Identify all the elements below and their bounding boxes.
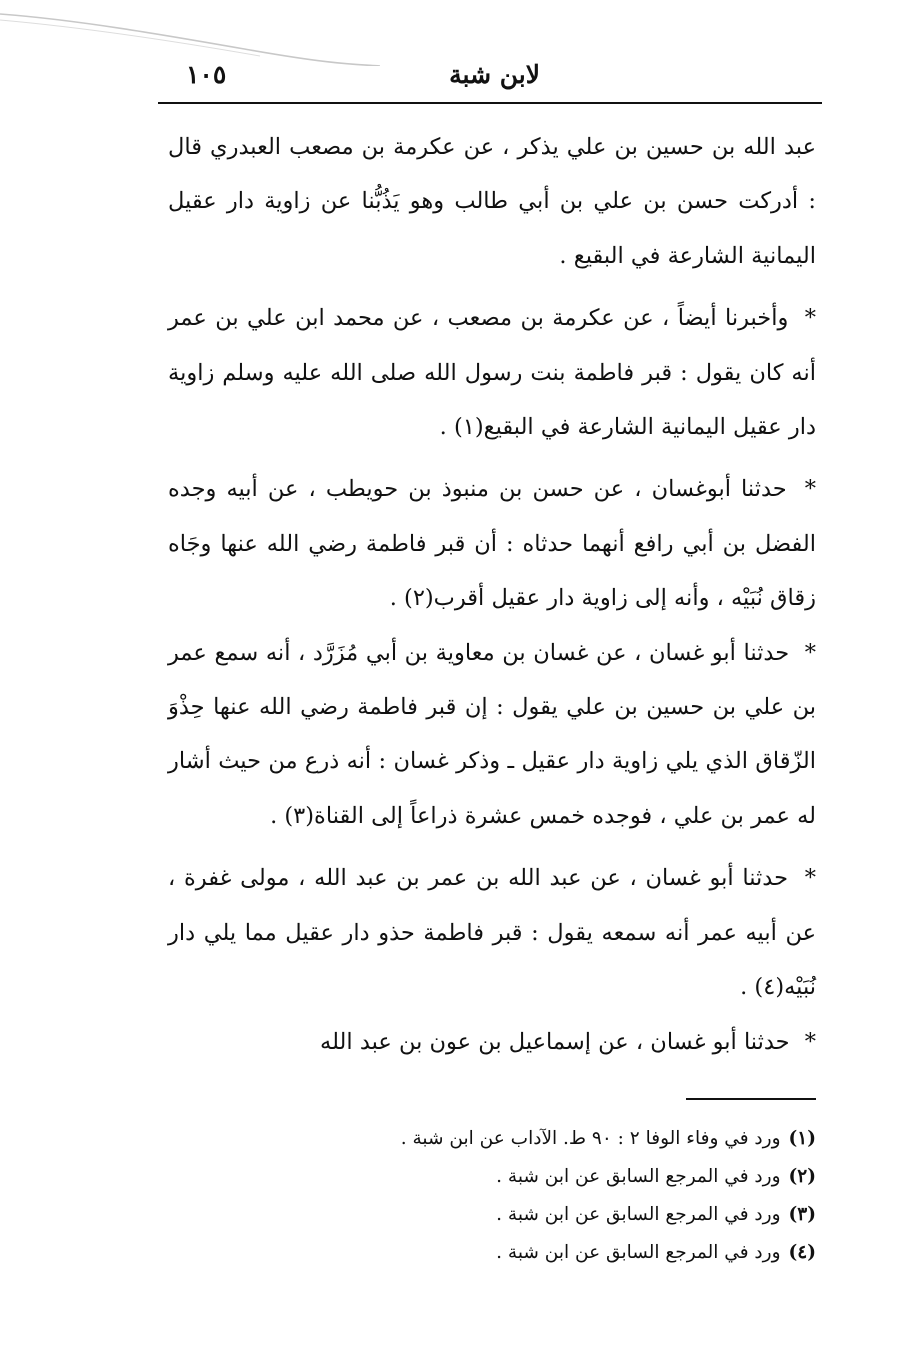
footnote-number: (٢) — [788, 1166, 816, 1187]
main-text — [168, 120, 816, 1069]
paragraph-text: حدثنا أبوغسان ، عن حسن بن منبوذ بن حويطب ، عن أبيه وجده الفضل بن أبي رافع أنهما حدثاه : أن قبر فاطمة رضي الله عنها وجَاه زقاق نُبَيْه ، وأنه إلى زاوية دار عقيل أقرب(٢) . — [168, 476, 816, 612]
scan-edge-mark — [0, 6, 380, 66]
footnote — [276, 1234, 816, 1272]
paragraph-text: وأخبرنا أيضاً ، عن عكرمة بن مصعب ، عن محمد ابن علي بن عمر أنه كان يقول : قبر فاطمة بنت رسول الله صلى الله عليه وسلم زاوية دار عقيل اليمانية الشارعة في البقيع(١) . — [168, 305, 816, 441]
footnote — [276, 1196, 816, 1234]
paragraph-marker: * — [804, 865, 816, 892]
paragraph-marker: * — [804, 639, 816, 666]
footnote-text: ورد في المرجع السابق عن ابن شبة . — [496, 1204, 781, 1225]
paragraph — [168, 462, 816, 625]
paragraph — [168, 851, 816, 1014]
footnote-text: ورد في وفاء الوفا ٢ : ٩٠ ط. الآداب عن ابن شبة . — [400, 1128, 781, 1149]
paragraph-text: عبد الله بن حسين بن علي يذكر ، عن عكرمة بن مصعب العبدري قال : أدركت حسن بن علي بن أبي طالب وهو يَذُبُّنا عن زاوية دار عقيل اليمانية الشارعة في البقيع . — [168, 134, 816, 269]
running-title: لابن شبة — [449, 60, 540, 89]
footnotes — [276, 1120, 816, 1272]
paragraph-marker: * — [804, 476, 817, 503]
paragraph-marker: * — [804, 1028, 816, 1055]
header-rule — [158, 102, 822, 104]
paragraph-text: حدثنا أبو غسان ، عن عبد الله بن عمر بن عبد الله ، مولى غفرة ، عن أبيه عمر أنه سمعه يقول : قبر فاطمة حذو دار عقيل مما يلي دار نُبَيْه(٤) . — [168, 865, 816, 1001]
paragraph — [168, 120, 816, 283]
footnote-text: ورد في المرجع السابق عن ابن شبة . — [496, 1242, 781, 1263]
paragraph-marker: * — [804, 305, 816, 332]
page-number: ١٠٥ — [186, 60, 227, 89]
paragraph — [168, 1015, 816, 1069]
paragraph — [168, 626, 816, 844]
paragraph-text: حدثنا أبو غسان ، عن غسان بن معاوية بن أبي مُزَرَّد ، أنه سمع عمر بن علي بن حسين بن علي يقول : إن قبر فاطمة رضي الله عنها حِذْوَ الزّقاق الذي يلي زاوية دار عقيل ـ وذكر غسان : أنه ذرع من حيث أشار له عمر بن علي ، فوجده خمس عشرة ذراعاً إلى القناة(٣) . — [168, 639, 816, 829]
footnote — [276, 1120, 816, 1158]
footnote-text: ورد في المرجع السابق عن ابن شبة . — [496, 1166, 781, 1187]
footnote-number: (١) — [788, 1128, 816, 1149]
paragraph-text: حدثنا أبو غسان ، عن إسماعيل بن عون بن عبد الله — [320, 1028, 790, 1055]
footnote — [276, 1158, 816, 1196]
footnote-number: (٣) — [788, 1204, 816, 1225]
footnote-rule — [686, 1098, 816, 1100]
footnote-number: (٤) — [788, 1242, 816, 1263]
page-header — [158, 58, 822, 102]
paragraph — [168, 291, 816, 454]
